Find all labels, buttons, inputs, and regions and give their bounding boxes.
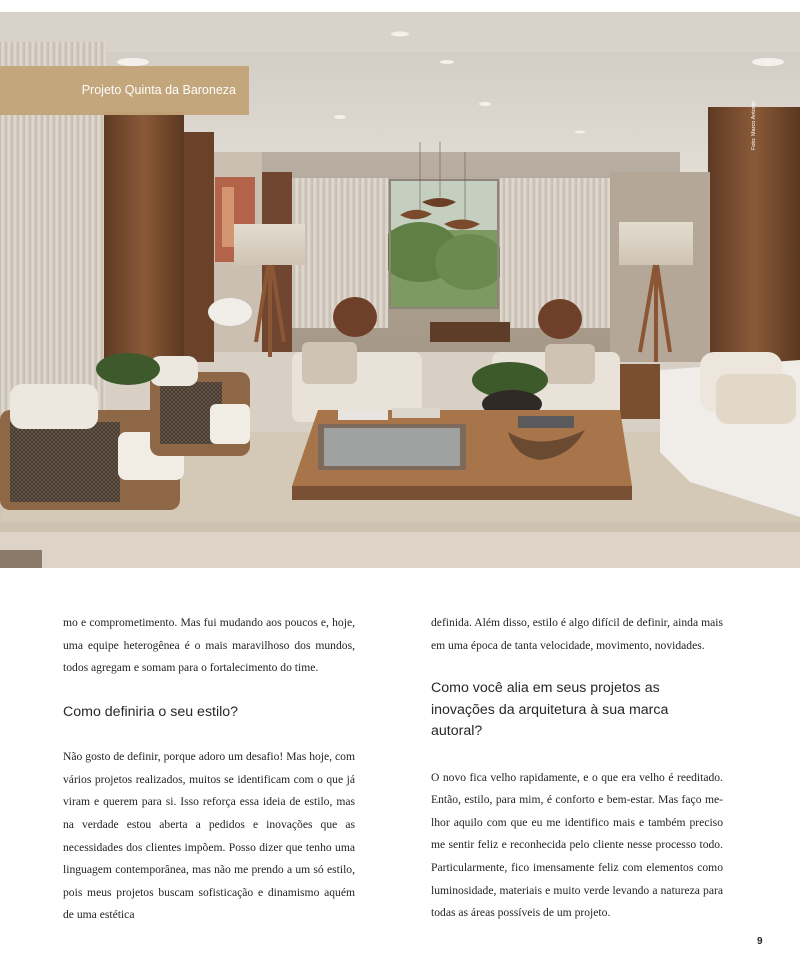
right-question-heading: Como você alia em seus projetos as inovações da arquitetura à sua marca autoral?: [431, 680, 669, 740]
left-intro-paragraph: mo e comprometimento. Mas fui mudando aos poucos e, hoje, uma equipe heterogênea é o mais maravilhoso dos mundos, todos agregam e somam para o fortalecimento do time.: [63, 616, 355, 675]
project-caption-bar: [0, 66, 249, 115]
right-answer-paragraph: O novo fica velho rapidamente, e o que era velho é reeditado. Então, estilo, para mim, é conforto e bem-estar. Mas faço melhor aquilo com que eu me identifico mais e também preciso me sentir feliz e reconhecida pelo cliente nesse processo todo. Particularmente, fico imensamente feliz com elementos como luminosidade, materiais e muito verde levando a natureza para todas as áreas possíveis de um projeto.: [431, 770, 723, 920]
left-column: [63, 612, 355, 927]
left-answer-paragraph: Não gosto de definir, porque adoro um desafio! Mas hoje, com vários projetos realizados, muitos se identificam com o que já viram e querem para si. Isso reforça essa ideia de estilo, mas na verdade estou aberta a pedidos e inovações que as necessidades dos clientes impõem. Posso dizer que tenho uma linguagem contemporânea, mas não me prendo a um só estilo, pois meus projetos buscam sofisticação e dinamismo aquém de uma estética: [63, 750, 355, 922]
project-caption: Projeto Quinta da Baroneza: [81, 83, 236, 97]
right-intro-paragraph: definida. Além disso, estilo é algo difícil de definir, ainda mais em uma época de tanta velocidade, movimento, novidades.: [431, 616, 723, 652]
photo-credit: Foto: Marco Antonio: [751, 100, 757, 150]
left-question-heading: Como definiria o seu estilo?: [63, 703, 239, 720]
photo-credit-wrapper: [751, 100, 761, 150]
page-number: 9: [757, 936, 763, 947]
right-column: [431, 612, 723, 925]
